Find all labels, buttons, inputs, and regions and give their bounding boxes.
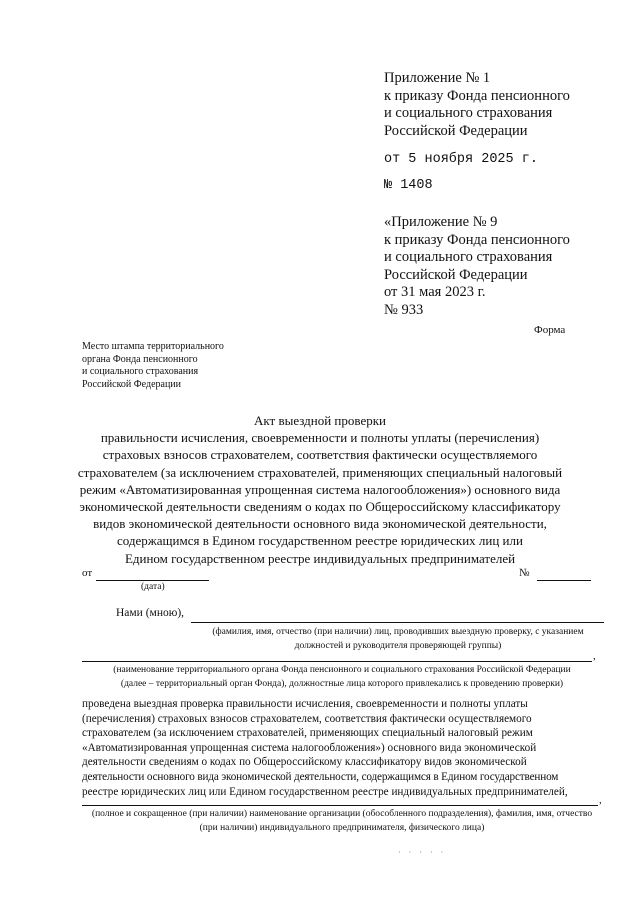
territorial-body-comma: , (593, 650, 596, 662)
act-title-line: содержащимся в Едином государственном реестре юридических лиц или (117, 533, 523, 549)
number-field-line[interactable] (537, 580, 591, 581)
stamp-line: и социального страхования (82, 366, 199, 377)
stamp-line: Российской Федерации (82, 378, 182, 390)
scan-artifact: · · · · · (398, 848, 447, 857)
stamp-line: органа Фонда пенсионного (82, 353, 198, 365)
act-title-line: видов экономической деятельности основного вида экономической деятельности, (93, 516, 547, 532)
appendix-1-block (384, 70, 570, 140)
act-title-line: правильности исчисления, своевременности и полноты уплаты (перечисления) (100, 430, 540, 446)
appendix-9-order-line: к приказу Фонда пенсионного (384, 231, 570, 248)
appendix-1-order-line: к приказу Фонда пенсионного (384, 87, 570, 104)
organization-caption-line: (полное и сокращенное (при наличии) наименование организации (обособленного подразделения), фамилия, имя, отчество (91, 809, 593, 819)
date-caption: (дата) (141, 582, 165, 592)
inspectors-caption (190, 625, 606, 653)
form-label: Форма (534, 324, 566, 336)
appendix-1-fund-line: и социального страхования (384, 105, 553, 121)
inspectors-caption-line: (фамилия, имя, отчество (при наличии) лиц, проводивших выездную проверку, с указанием (212, 627, 584, 637)
appendix-1-country-line: Российской Федерации (384, 122, 528, 139)
inspectors-label: Нами (мною), (116, 607, 185, 619)
appendix-1-number: № 1408 (384, 178, 433, 193)
paragraph-line: «Автоматизированная упрощенная система налогообложения») основного вида экономической (82, 741, 537, 754)
stamp-placeholder (82, 341, 224, 391)
act-title-line: экономической деятельности сведениям о кодах по Общероссийскому классификатору (79, 499, 561, 515)
territorial-body-caption-line: (далее – территориальный орган Фонда), должностные лица которого привлекались к проведению проверки) (120, 679, 564, 689)
inspectors-field-line[interactable] (191, 622, 604, 623)
stamp-line: Место штампа территориального (82, 341, 224, 352)
act-title-line: режим «Автоматизированная упрощенная система налогообложения») основного вида (79, 481, 561, 497)
appendix-1-title: Приложение № 1 (384, 70, 491, 86)
paragraph-line: деятельности основного вида экономической деятельности, содержащимся в Едином государственном (82, 770, 559, 783)
appendix-9-fund-line: и социального страхования (384, 249, 553, 265)
paragraph-line: реестре юридических лиц или Едином государственном реестре индивидуальных предпринимателей, (82, 785, 568, 798)
act-title-line: Едином государственном реестре индивидуальных предпринимателей (124, 550, 516, 566)
paragraph-line: проведена выездная проверка правильности исчисления, своевременности и полноты уплаты (82, 698, 528, 710)
appendix-1-date: от 5 ноября 2025 г. (384, 152, 538, 167)
inspection-paragraph (82, 697, 604, 799)
appendix-9-number: № 933 (384, 301, 424, 318)
number-label: № (519, 567, 530, 579)
paragraph-line: (перечисления) страховых взносов страхователем, соответствия фактически осуществляемого (82, 712, 532, 725)
appendix-9-country-line: Российской Федерации (384, 266, 528, 283)
date-field-line[interactable] (96, 580, 209, 581)
inspectors-caption-line: должностей и руководителя проверяющей группы) (294, 641, 502, 651)
territorial-body-caption (82, 663, 602, 691)
organization-comma: , (599, 794, 602, 806)
act-title-heading: Акт выездной проверки (253, 413, 386, 428)
organization-caption-line: (при наличии) индивидуального предпринимателя, физического лица) (199, 823, 485, 833)
act-title (60, 412, 580, 567)
organization-caption (82, 807, 602, 835)
paragraph-line: страхователем (за исключением страхователей, применяющих специальный налоговый режим (82, 727, 533, 740)
act-title-line: страховых взносов страхователем, соответствия фактически осуществляемого (102, 447, 538, 463)
territorial-body-field-line[interactable] (82, 661, 592, 662)
paragraph-line: деятельности сведениям о кодах по Общероссийскому классификатору видов экономической (82, 756, 527, 769)
act-title-line: страхователем (за исключением страхователей, применяющих специальный налоговый (77, 464, 563, 480)
appendix-9-title: «Приложение № 9 (384, 214, 498, 230)
appendix-9-date: от 31 мая 2023 г. (384, 284, 486, 300)
territorial-body-caption-line: (наименование территориального органа Фонда пенсионного и социального страхования Российской Федерации (113, 665, 571, 675)
date-from-label: от (82, 567, 93, 579)
organization-field-line[interactable] (82, 805, 598, 806)
appendix-9-block (384, 214, 570, 319)
